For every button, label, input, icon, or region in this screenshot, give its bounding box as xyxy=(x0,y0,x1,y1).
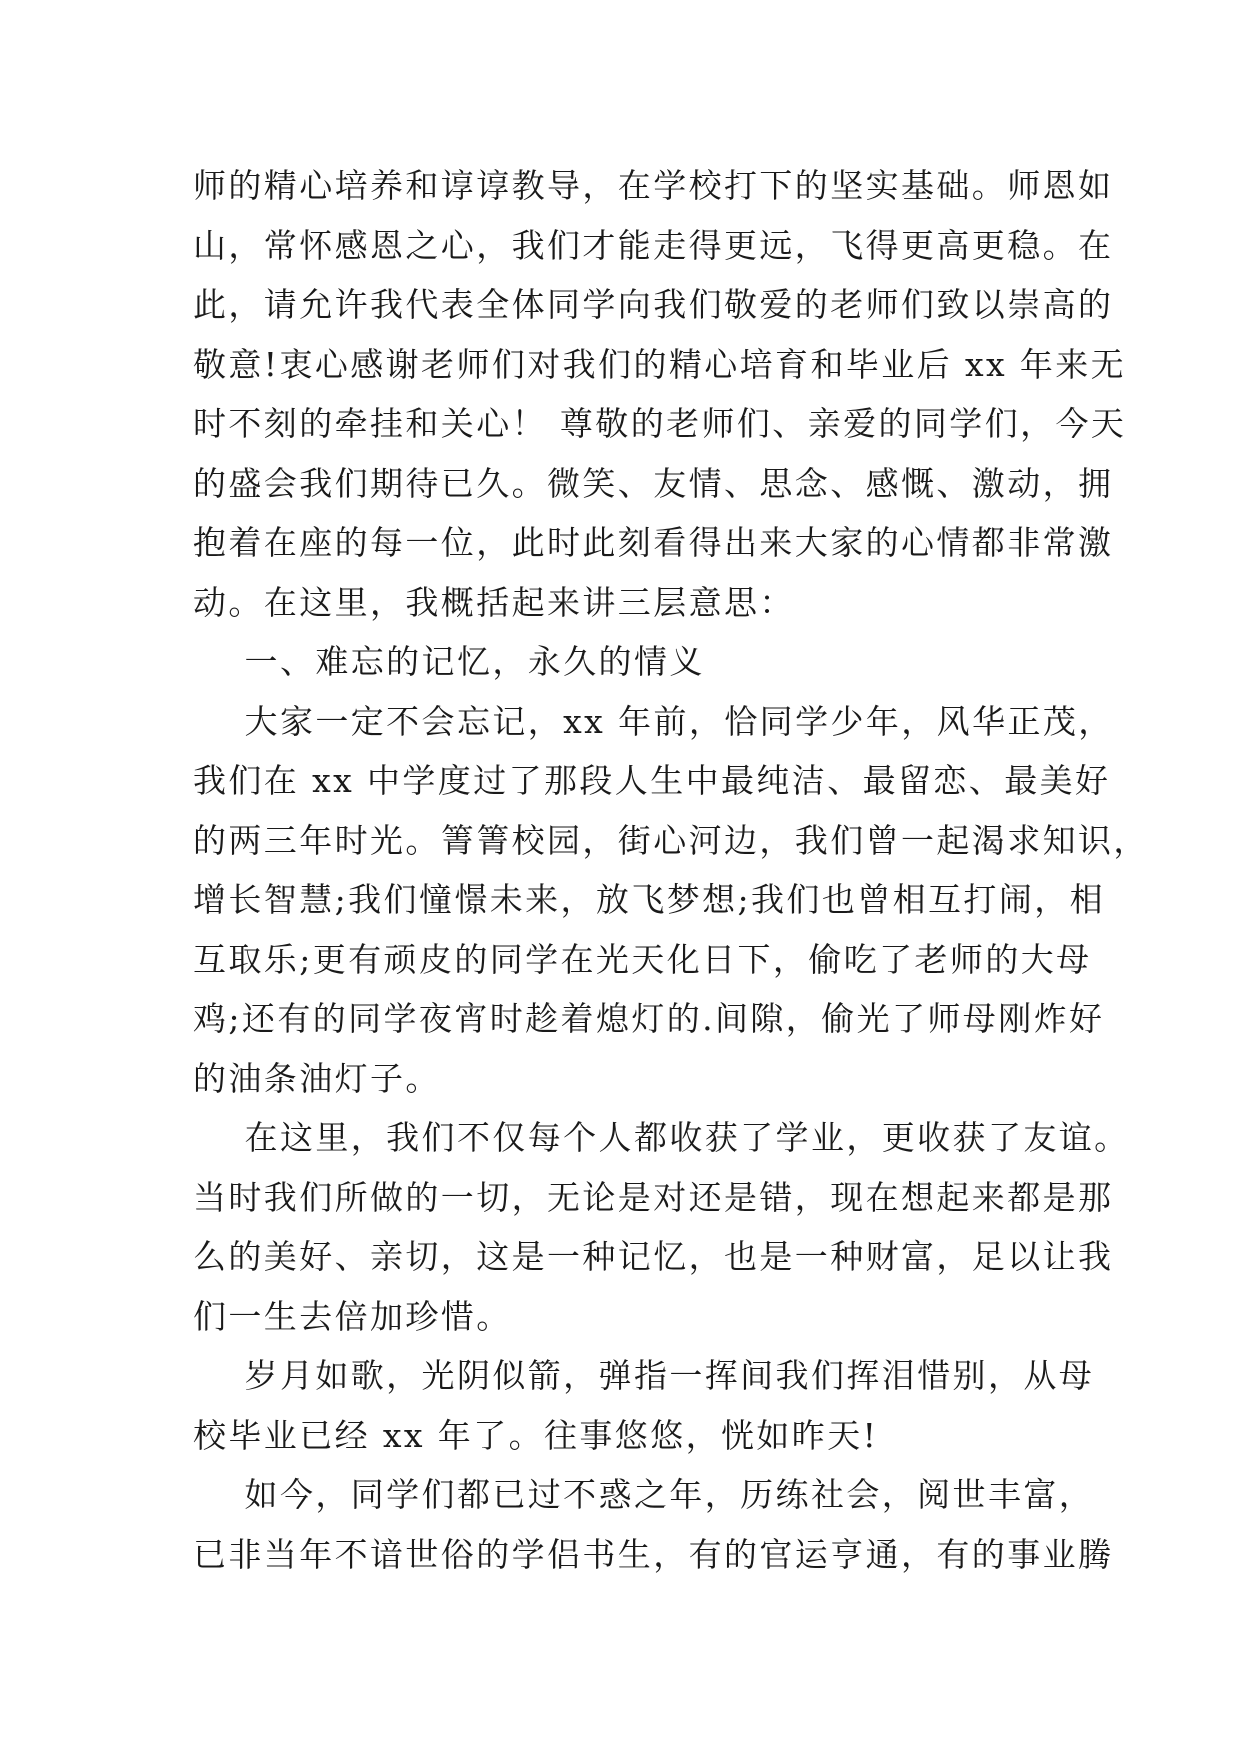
text-line: 的两三年时光。箐箐校园，街心河边，我们曾一起渴求知识， xyxy=(193,820,1149,860)
text-line: 我们在 xx 中学度过了那段人生中最纯洁、最留恋、最美好 xyxy=(193,761,1111,800)
text-line: 山，常怀感恩之心，我们才能走得更远，飞得更高更稳。在 xyxy=(193,225,1114,265)
section-heading: 一、难忘的记忆，永久的情义 xyxy=(193,642,705,681)
text-line: 校毕业已经 xx 年了。往事悠悠，恍如昨天! xyxy=(193,1415,879,1455)
text-line: 敬意!衷心感谢老师们对我们的精心培育和毕业后 xx 年来无 xyxy=(193,344,1127,384)
text-line: 如今，同学们都已过不惑之年，历练社会，阅世丰富， xyxy=(193,1475,1095,1514)
text-line: 在这里，我们不仅每个人都收获了学业，更收获了友谊。 xyxy=(193,1118,1130,1157)
text-line: 的油条油灯子。 xyxy=(193,1058,441,1098)
text-line: 互取乐;更有顽皮的同学在光天化日下，偷吃了老师的大母 xyxy=(193,939,1092,979)
text-line: 的盛会我们期待已久。微笑、友情、思念、感慨、激动，拥 xyxy=(193,463,1114,503)
text-line: 师的精心培养和谆谆教导，在学校打下的坚实基础。师恩如 xyxy=(193,166,1114,205)
text-line: 大家一定不会忘记，xx 年前，恰同学少年，风华正茂， xyxy=(193,701,1114,741)
text-line: 么的美好、亲切，这是一种记忆，也是一种财富，足以让我 xyxy=(193,1237,1114,1276)
document-body xyxy=(193,156,1149,1584)
text-line: 们一生去倍加珍惜。 xyxy=(193,1296,512,1336)
text-line: 抱着在座的每一位，此时此刻看得出来大家的心情都非常激 xyxy=(193,523,1114,562)
text-line: 岁月如歌，光阴似箭，弹指一挥间我们挥泪惜别，从母 xyxy=(193,1356,1095,1395)
text-line: 增长智慧;我们憧憬未来，放飞梦想;我们也曾相互打闹，相 xyxy=(193,880,1106,919)
text-line: 已非当年不谙世俗的学侣书生，有的官运亨通，有的事业腾 xyxy=(193,1534,1114,1574)
text-line: 此，请允许我代表全体同学向我们敬爱的老师们致以崇高的 xyxy=(193,285,1114,324)
text-line: 当时我们所做的一切，无论是对还是错，现在想起来都是那 xyxy=(193,1177,1114,1217)
text-line: 动。在这里，我概括起来讲三层意思： xyxy=(193,582,795,622)
text-line: 时不刻的牵挂和关心！ 尊敬的老师们、亲爱的同学们，今天 xyxy=(193,404,1127,443)
text-line: 鸡;还有的同学夜宵时趁着熄灯的.间隙，偷光了师母刚炸好 xyxy=(193,999,1105,1038)
